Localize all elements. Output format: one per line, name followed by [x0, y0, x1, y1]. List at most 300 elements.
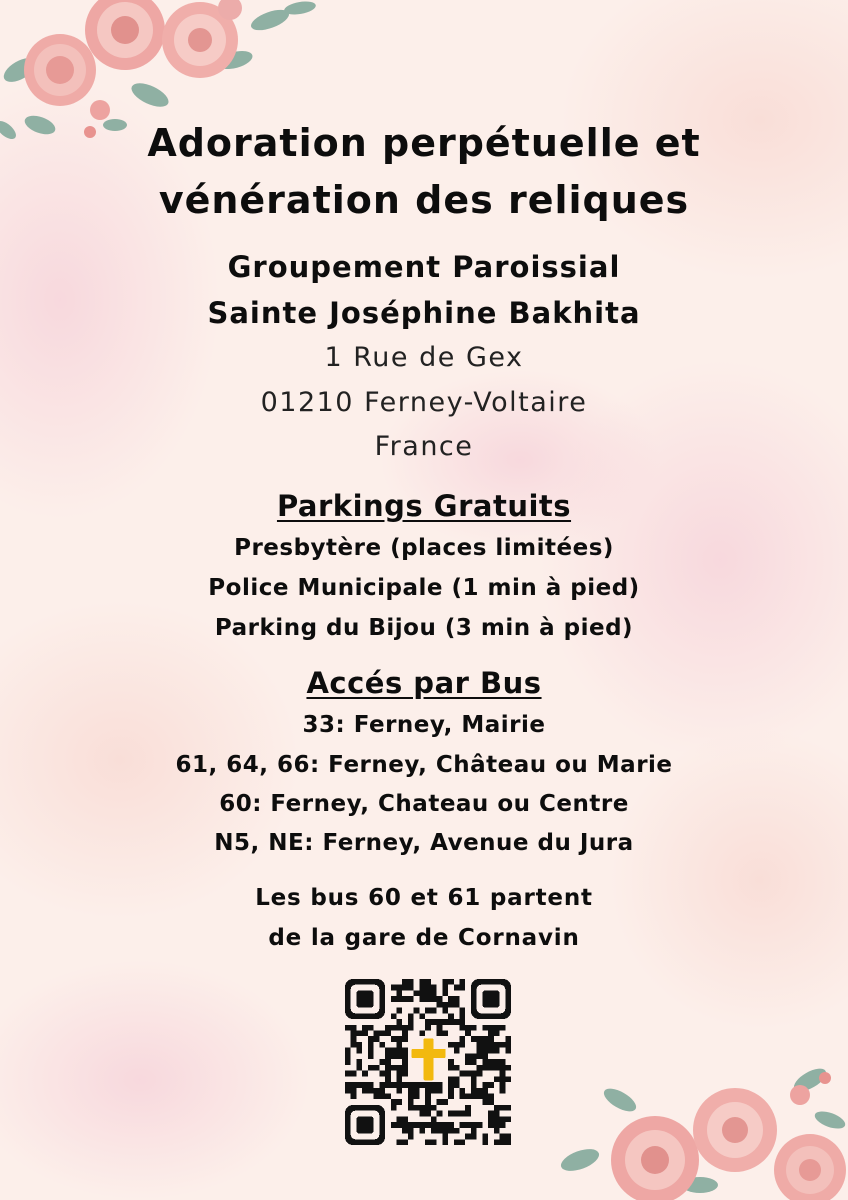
qr-module	[494, 1031, 500, 1037]
bus-item: N5, NE: Ferney, Avenue du Jura	[214, 830, 634, 856]
qr-module	[391, 1099, 397, 1105]
qr-module	[448, 1002, 454, 1008]
qr-module	[454, 1111, 460, 1117]
qr-module	[425, 1088, 431, 1094]
qr-module	[448, 1122, 454, 1128]
qr-module	[494, 1128, 500, 1134]
qr-module	[425, 985, 431, 991]
qr-module	[442, 1008, 448, 1014]
qr-module	[465, 1105, 471, 1111]
qr-module	[482, 1088, 488, 1094]
qr-module	[356, 1048, 362, 1054]
qr-module	[425, 1082, 431, 1088]
qr-module	[431, 985, 437, 991]
qr-module	[345, 1048, 351, 1054]
qr-module	[471, 1036, 477, 1042]
qr-module	[362, 1031, 368, 1037]
qr-module	[425, 1105, 431, 1111]
qr-module	[391, 996, 397, 1002]
qr-module	[448, 1059, 454, 1065]
qr-module	[402, 1036, 408, 1042]
qr-module	[465, 1025, 471, 1031]
qr-module	[494, 1042, 500, 1048]
bus-item: 61, 64, 66: Ferney, Château ou Marie	[175, 752, 673, 778]
qr-module	[500, 1059, 506, 1065]
qr-module	[425, 1099, 431, 1105]
qr-module	[402, 1031, 408, 1037]
qr-module	[379, 1088, 385, 1094]
qr-module	[402, 1128, 408, 1134]
qr-module	[419, 1128, 425, 1134]
qr-module	[482, 1099, 488, 1105]
qr-module	[397, 1099, 403, 1105]
qr-module	[471, 1076, 477, 1082]
qr-module	[402, 1059, 408, 1065]
qr-module	[465, 1053, 471, 1059]
qr-module	[482, 1053, 488, 1059]
qr-module	[459, 1025, 465, 1031]
qr-module	[454, 1076, 460, 1082]
qr-module	[477, 1048, 483, 1054]
qr-module	[477, 1065, 483, 1071]
qr-module	[351, 1093, 357, 1099]
qr-module	[494, 1111, 500, 1117]
qr-module	[385, 1059, 391, 1065]
qr-module	[505, 1065, 511, 1071]
qr-module	[362, 1071, 368, 1077]
qr-module	[385, 1065, 391, 1071]
qr-module	[419, 1031, 425, 1037]
qr-module	[408, 979, 414, 985]
qr-module	[431, 1116, 437, 1122]
qr-module	[345, 1025, 351, 1031]
qr-module	[368, 1025, 374, 1031]
qr-module	[408, 1093, 414, 1099]
qr-module	[494, 1048, 500, 1054]
qr-module	[379, 1042, 385, 1048]
qr-module	[437, 1002, 443, 1008]
qr-module	[454, 1042, 460, 1048]
qr-module	[385, 1093, 391, 1099]
qr-module	[425, 1122, 431, 1128]
qr-module	[391, 1013, 397, 1019]
qr-module	[397, 1008, 403, 1014]
qr-module	[482, 1042, 488, 1048]
qr-module	[425, 1025, 431, 1031]
qr-module	[454, 1002, 460, 1008]
qr-module	[368, 1048, 374, 1054]
qr-module	[425, 1139, 431, 1145]
qr-module	[431, 996, 437, 1002]
qr-module	[368, 1042, 374, 1048]
qr-module	[494, 1105, 500, 1111]
qr-module	[345, 1053, 351, 1059]
qr-module	[379, 1031, 385, 1037]
qr-module	[454, 1139, 460, 1145]
qr-module	[448, 1065, 454, 1071]
qr-module	[454, 1128, 460, 1134]
qr-module	[482, 1059, 488, 1065]
qr-module	[385, 1031, 391, 1037]
qr-module	[477, 1071, 483, 1077]
qr-module	[419, 985, 425, 991]
qr-module	[471, 1128, 477, 1134]
qr-module	[442, 1099, 448, 1105]
qr-module	[391, 1036, 397, 1042]
qr-module	[351, 1082, 357, 1088]
qr-module	[379, 1093, 385, 1099]
qr-module	[345, 1082, 351, 1088]
qr-module	[488, 1031, 494, 1037]
qr-module	[477, 1122, 483, 1128]
qr-module	[500, 1042, 506, 1048]
qr-finder-top-right	[471, 979, 511, 1019]
qr-module	[459, 1093, 465, 1099]
roses-decoration-bottom-right	[560, 1060, 848, 1200]
qr-module	[488, 1111, 494, 1117]
address-city: 01210 Ferney-Voltaire	[260, 387, 588, 418]
qr-module	[351, 1025, 357, 1031]
qr-module	[488, 1059, 494, 1065]
qr-module	[477, 1036, 483, 1042]
qr-module	[459, 1122, 465, 1128]
qr-module	[465, 1122, 471, 1128]
qr-module	[408, 985, 414, 991]
qr-module	[419, 1013, 425, 1019]
qr-module	[379, 1082, 385, 1088]
qr-module	[482, 1036, 488, 1042]
qr-module	[408, 1082, 414, 1088]
parking-heading: Parkings Gratuits	[276, 489, 572, 523]
qr-module	[391, 1025, 397, 1031]
qr-module	[374, 1093, 380, 1099]
qr-module	[419, 996, 425, 1002]
qr-module	[459, 1071, 465, 1077]
qr-module	[488, 1048, 494, 1054]
qr-module	[397, 1116, 403, 1122]
qr-module	[379, 1059, 385, 1065]
qr-module	[500, 1139, 506, 1145]
qr-module	[431, 1105, 437, 1111]
qr-module	[454, 996, 460, 1002]
qr-module	[431, 1122, 437, 1128]
qr-module	[448, 1128, 454, 1134]
qr-module	[505, 1048, 511, 1054]
parking-item: Parking du Bijou (3 min à pied)	[214, 615, 634, 641]
qr-finder-bottom-left	[345, 1105, 385, 1145]
qr-module	[431, 990, 437, 996]
qr-module	[465, 1059, 471, 1065]
qr-module	[465, 1071, 471, 1077]
qr-module	[488, 1065, 494, 1071]
qr-module	[494, 1059, 500, 1065]
qr-module	[482, 1093, 488, 1099]
qr-module	[482, 1048, 488, 1054]
qr-module	[431, 1008, 437, 1014]
qr-module	[408, 996, 414, 1002]
qr-module	[454, 1019, 460, 1025]
qr-module	[414, 990, 420, 996]
qr-module	[397, 985, 403, 991]
qr-module	[385, 1076, 391, 1082]
qr-code[interactable]	[345, 979, 511, 1145]
qr-module	[459, 985, 465, 991]
qr-module	[471, 1071, 477, 1077]
qr-module	[500, 1122, 506, 1128]
qr-module	[494, 1025, 500, 1031]
qr-module	[477, 1088, 483, 1094]
qr-module	[351, 1042, 357, 1048]
qr-module	[414, 1105, 420, 1111]
qr-module	[351, 1036, 357, 1042]
qr-module	[374, 1031, 380, 1037]
qr-module	[419, 1111, 425, 1117]
qr-module	[488, 1025, 494, 1031]
qr-module	[477, 1042, 483, 1048]
qr-module	[368, 1065, 374, 1071]
qr-module	[477, 1093, 483, 1099]
qr-module	[442, 1139, 448, 1145]
qr-module	[414, 1122, 420, 1128]
qr-module	[442, 1019, 448, 1025]
qr-module	[442, 1031, 448, 1037]
qr-module	[397, 1036, 403, 1042]
parking-item: Police Municipale (1 min à pied)	[208, 575, 640, 601]
qr-module	[471, 1093, 477, 1099]
qr-module	[397, 1048, 403, 1054]
qr-module	[402, 1082, 408, 1088]
qr-module	[494, 1122, 500, 1128]
qr-module	[402, 996, 408, 1002]
qr-module	[362, 1025, 368, 1031]
qr-module	[437, 1025, 443, 1031]
qr-module	[345, 1088, 351, 1094]
qr-module	[442, 1122, 448, 1128]
qr-module	[505, 1105, 511, 1111]
qr-module	[402, 1065, 408, 1071]
qr-module	[408, 1128, 414, 1134]
parish-line-2: Sainte Joséphine Bakhita	[207, 296, 641, 330]
qr-module	[505, 1134, 511, 1140]
qr-module	[482, 1082, 488, 1088]
qr-module	[488, 1116, 494, 1122]
qr-module	[448, 1093, 454, 1099]
qr-module	[437, 996, 443, 1002]
qr-module	[391, 1082, 397, 1088]
qr-module	[465, 1134, 471, 1140]
qr-module	[431, 1139, 437, 1145]
qr-module	[471, 1134, 477, 1140]
qr-module	[482, 1065, 488, 1071]
qr-module	[408, 1134, 414, 1140]
parish-line-1: Groupement Paroissial	[227, 250, 621, 284]
qr-module	[488, 1082, 494, 1088]
qr-module	[408, 1013, 414, 1019]
qr-module	[437, 1128, 443, 1134]
qr-module	[402, 1116, 408, 1122]
qr-module	[408, 1025, 414, 1031]
qr-module	[448, 1111, 454, 1117]
qr-module	[408, 1019, 414, 1025]
qr-module	[397, 1139, 403, 1145]
bus-note-line-2: de la gare de Cornavin	[268, 925, 580, 951]
qr-module	[442, 1128, 448, 1134]
qr-module	[448, 1088, 454, 1094]
qr-module	[494, 1065, 500, 1071]
qr-module	[362, 1082, 368, 1088]
qr-module	[345, 1071, 351, 1077]
qr-module	[397, 1076, 403, 1082]
qr-module	[408, 1099, 414, 1105]
qr-module	[500, 1076, 506, 1082]
qr-module	[356, 1082, 362, 1088]
qr-module	[419, 1122, 425, 1128]
qr-module	[397, 1019, 403, 1025]
qr-module	[397, 1071, 403, 1077]
qr-module	[408, 1122, 414, 1128]
qr-module	[402, 1048, 408, 1054]
qr-module	[437, 1019, 443, 1025]
qr-module	[437, 1111, 443, 1117]
qr-module	[374, 1088, 380, 1094]
qr-module	[500, 1116, 506, 1122]
qr-module	[397, 996, 403, 1002]
qr-module	[402, 1071, 408, 1077]
qr-module	[419, 1082, 425, 1088]
qr-module	[500, 1065, 506, 1071]
qr-module	[368, 1088, 374, 1094]
qr-module	[425, 979, 431, 985]
qr-module	[454, 1082, 460, 1088]
qr-module	[459, 979, 465, 985]
bus-note-line-1: Les bus 60 et 61 partent	[255, 885, 593, 911]
qr-module	[442, 979, 448, 985]
qr-module	[397, 1053, 403, 1059]
qr-module	[442, 985, 448, 991]
qr-module	[465, 1093, 471, 1099]
qr-module	[448, 1076, 454, 1082]
qr-module	[505, 1042, 511, 1048]
qr-module	[505, 1116, 511, 1122]
title-line-2: vénération des reliques	[158, 178, 690, 222]
qr-module	[368, 1053, 374, 1059]
qr-module	[419, 1105, 425, 1111]
qr-module	[448, 1019, 454, 1025]
qr-module	[471, 1088, 477, 1094]
qr-module	[448, 1013, 454, 1019]
qr-module	[397, 1065, 403, 1071]
qr-module	[402, 1025, 408, 1031]
qr-module	[402, 985, 408, 991]
qr-module	[391, 1122, 397, 1128]
qr-module	[437, 1099, 443, 1105]
qr-module	[471, 1082, 477, 1088]
qr-module	[448, 979, 454, 985]
qr-module	[431, 1128, 437, 1134]
qr-module	[425, 1008, 431, 1014]
qr-module	[414, 1093, 420, 1099]
qr-module	[379, 1071, 385, 1077]
qr-module	[397, 1122, 403, 1128]
qr-module	[351, 1031, 357, 1037]
qr-module	[459, 1111, 465, 1117]
qr-module	[356, 1042, 362, 1048]
qr-module	[385, 1071, 391, 1077]
qr-module	[488, 1093, 494, 1099]
qr-module	[459, 1019, 465, 1025]
qr-module	[500, 1071, 506, 1077]
qr-module	[356, 1031, 362, 1037]
qr-module	[442, 1002, 448, 1008]
qr-module	[505, 1036, 511, 1042]
qr-module	[471, 1025, 477, 1031]
qr-module	[494, 1139, 500, 1145]
qr-module	[437, 1088, 443, 1094]
qr-module	[351, 1088, 357, 1094]
qr-module	[419, 979, 425, 985]
qr-module	[465, 1111, 471, 1117]
qr-module	[391, 1048, 397, 1054]
qr-module	[356, 1065, 362, 1071]
qr-finder-top-left	[345, 979, 385, 1019]
qr-module	[351, 1071, 357, 1077]
qr-module	[431, 1082, 437, 1088]
qr-module	[459, 1042, 465, 1048]
bus-item: 33: Ferney, Mairie	[302, 712, 546, 738]
qr-module	[385, 1025, 391, 1031]
qr-module	[459, 1036, 465, 1042]
qr-module	[385, 1048, 391, 1054]
qr-module	[425, 990, 431, 996]
qr-module	[494, 1076, 500, 1082]
qr-module	[425, 996, 431, 1002]
qr-module	[448, 1042, 454, 1048]
qr-module	[459, 1088, 465, 1094]
qr-module	[397, 990, 403, 996]
qr-module	[459, 1008, 465, 1014]
qr-module	[477, 1053, 483, 1059]
qr-module	[414, 1008, 420, 1014]
qr-module	[500, 1082, 506, 1088]
qr-module	[385, 1082, 391, 1088]
qr-module	[459, 1013, 465, 1019]
qr-module	[505, 1139, 511, 1145]
qr-module	[488, 1042, 494, 1048]
qr-module	[494, 1116, 500, 1122]
qr-module	[374, 1036, 380, 1042]
qr-module	[500, 1105, 506, 1111]
qr-module	[437, 1031, 443, 1037]
qr-module	[471, 1053, 477, 1059]
qr-module	[448, 1082, 454, 1088]
qr-module	[454, 1048, 460, 1054]
qr-module	[437, 1122, 443, 1128]
qr-module	[362, 1088, 368, 1094]
qr-module	[408, 1088, 414, 1094]
qr-module	[402, 1139, 408, 1145]
qr-module	[442, 990, 448, 996]
parking-item: Presbytère (places limitées)	[234, 535, 614, 561]
address-street: 1 Rue de Gex	[324, 342, 524, 373]
qr-module	[397, 1025, 403, 1031]
qr-module	[391, 1105, 397, 1111]
qr-module	[425, 1093, 431, 1099]
title-line-1: Adoration perpétuelle et	[147, 121, 701, 165]
qr-module	[374, 1065, 380, 1071]
qr-module	[414, 1088, 420, 1094]
bus-item: 60: Ferney, Chateau ou Centre	[219, 791, 629, 817]
qr-module	[391, 1053, 397, 1059]
